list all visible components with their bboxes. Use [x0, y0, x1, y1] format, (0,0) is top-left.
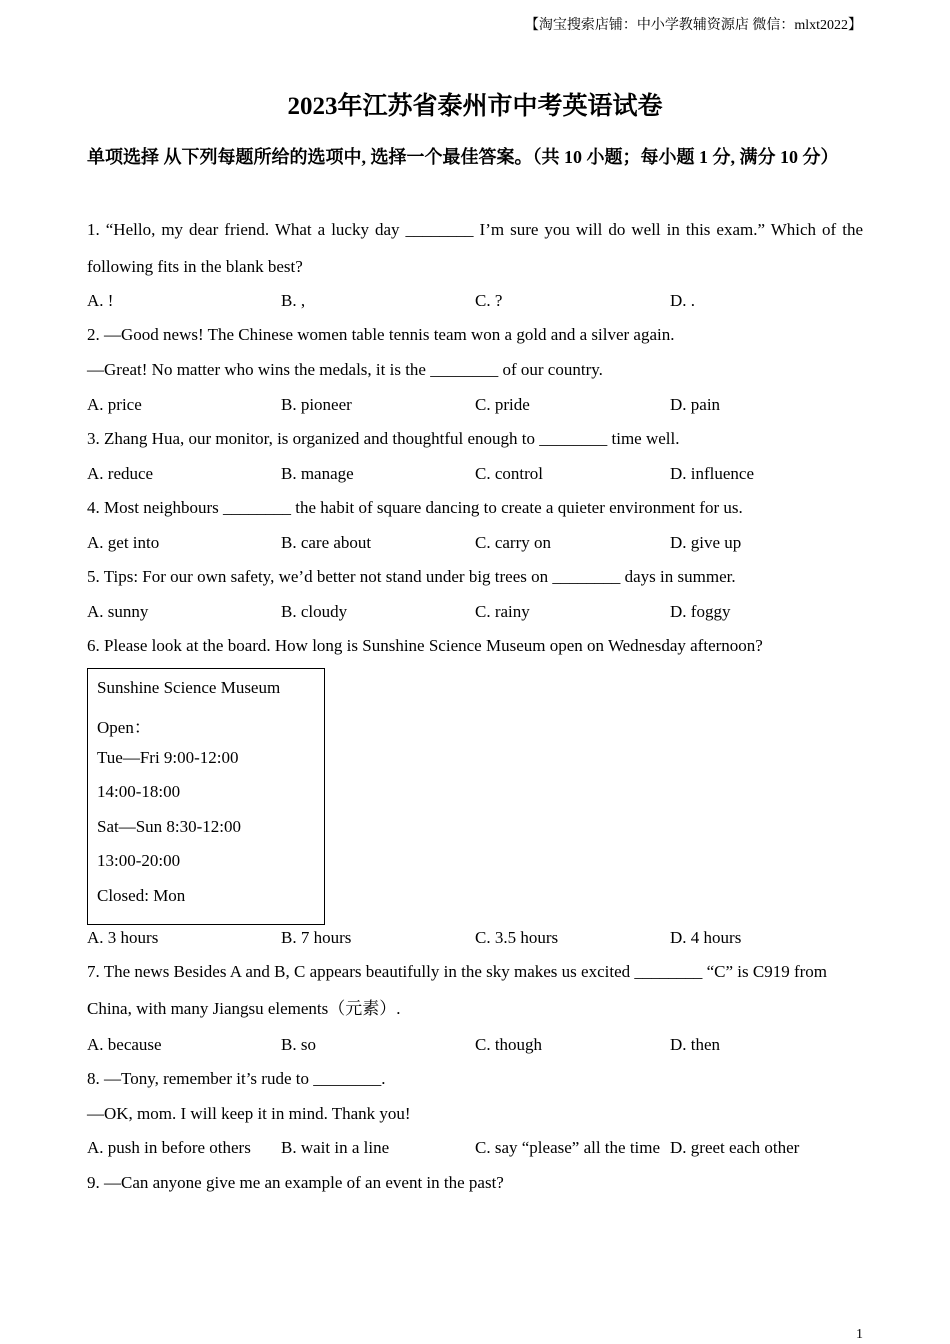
- question-8-stem-line-2: —OK, mom. I will keep it in mind. Thank you!: [87, 1104, 411, 1123]
- option-a[interactable]: A. get into: [87, 533, 160, 552]
- board-line: Sat—Sun 8:30-12:00: [97, 817, 242, 836]
- museum-board: [87, 668, 325, 925]
- question-7-options: [87, 1034, 863, 1056]
- option-a[interactable]: A. 3 hours: [87, 928, 159, 947]
- question-8-stem: 8. —Tony, remember it’s rude to ________.: [87, 1069, 386, 1088]
- question-1-stem: 1. “Hello, my dear friend. What a lucky day ________ I’m sure you will do well in this exam.” Which of the following fits in the blank best?: [87, 220, 863, 276]
- page-number: 1: [856, 1327, 863, 1342]
- question-6-options: [87, 927, 863, 949]
- question-2-options: [87, 394, 863, 416]
- option-d[interactable]: D. influence: [670, 464, 755, 483]
- option-b[interactable]: B. 7 hours: [281, 928, 352, 947]
- question-5-options: [87, 601, 863, 623]
- option-c[interactable]: C. control: [475, 464, 543, 483]
- option-a[interactable]: A. reduce: [87, 464, 154, 483]
- option-d[interactable]: D. then: [670, 1035, 721, 1054]
- question-7-stem: 7. The news Besides A and B, C appears beautifully in the sky makes us excited ________ “C” is C919 from: [87, 962, 828, 981]
- question-5-stem: 5. Tips: For our own safety, we’d better not stand under big trees on ________ days in summer.: [87, 567, 736, 586]
- option-a[interactable]: A. sunny: [87, 602, 149, 621]
- option-d[interactable]: D. greet each other: [670, 1138, 800, 1157]
- question-2-stem-line-2: —Great! No matter who wins the medals, it is the ________ of our country.: [87, 360, 603, 379]
- question-4-options: [87, 532, 863, 554]
- question-1-options: [87, 290, 863, 312]
- section-heading: 单项选择 从下列每题所给的选项中, 选择一个最佳答案。（共 10 小题；每小题 1 分, 满分 10 分）: [87, 147, 839, 167]
- option-d[interactable]: D. foggy: [670, 602, 731, 621]
- question-8-options: [87, 1137, 863, 1159]
- option-c[interactable]: C. 3.5 hours: [475, 928, 559, 947]
- option-c[interactable]: C. say “please” all the time: [475, 1138, 661, 1157]
- option-d[interactable]: D. 4 hours: [670, 928, 742, 947]
- question-6-stem: 6. Please look at the board. How long is Sunshine Science Museum open on Wednesday afternoon?: [87, 636, 763, 655]
- option-c[interactable]: C. rainy: [475, 602, 530, 621]
- option-c[interactable]: C. though: [475, 1035, 543, 1054]
- board-line: Tue—Fri 9:00-12:00: [97, 748, 239, 767]
- option-a[interactable]: A. because: [87, 1035, 162, 1054]
- question-3-stem: 3. Zhang Hua, our monitor, is organized and thoughtful enough to ________ time well.: [87, 429, 680, 448]
- option-c[interactable]: C. ?: [475, 291, 503, 310]
- page-title: 2023年江苏省泰州市中考英语试卷: [287, 93, 663, 120]
- question-9-stem: 9. —Can anyone give me an example of an event in the past?: [87, 1173, 504, 1192]
- option-c[interactable]: C. pride: [475, 395, 530, 414]
- board-line: Sunshine Science Museum: [97, 678, 281, 697]
- board-line: 13:00-20:00: [97, 851, 181, 870]
- question-3-options: [87, 463, 863, 485]
- option-d[interactable]: D. pain: [670, 395, 721, 414]
- question-4-stem: 4. Most neighbours ________ the habit of square dancing to create a quieter environment for us.: [87, 498, 743, 517]
- option-b[interactable]: B. so: [281, 1035, 316, 1054]
- option-b[interactable]: B. cloudy: [281, 602, 348, 621]
- option-a[interactable]: A. push in before others: [87, 1138, 251, 1157]
- option-b[interactable]: B. ,: [281, 291, 306, 310]
- option-c[interactable]: C. carry on: [475, 533, 552, 552]
- option-d[interactable]: D. .: [670, 291, 696, 310]
- question-7-stem-line-2: China, with many Jiangsu elements（元素）.: [87, 999, 401, 1018]
- option-d[interactable]: D. give up: [670, 533, 742, 552]
- board-line: Open：: [97, 718, 151, 737]
- option-b[interactable]: B. wait in a line: [281, 1138, 390, 1157]
- page-header-watermark: 【淘宝搜索店铺：中小学教辅资源店 微信：mlxt2022】: [524, 18, 862, 33]
- option-a[interactable]: A. price: [87, 395, 142, 414]
- option-b[interactable]: B. manage: [281, 464, 354, 483]
- question-2-stem: 2. —Good news! The Chinese women table tennis team won a gold and a silver again.: [87, 325, 675, 344]
- board-line: 14:00-18:00: [97, 782, 181, 801]
- board-line: Closed: Mon: [97, 886, 186, 905]
- option-b[interactable]: B. care about: [281, 533, 372, 552]
- option-a[interactable]: A. !: [87, 291, 114, 310]
- option-b[interactable]: B. pioneer: [281, 395, 352, 414]
